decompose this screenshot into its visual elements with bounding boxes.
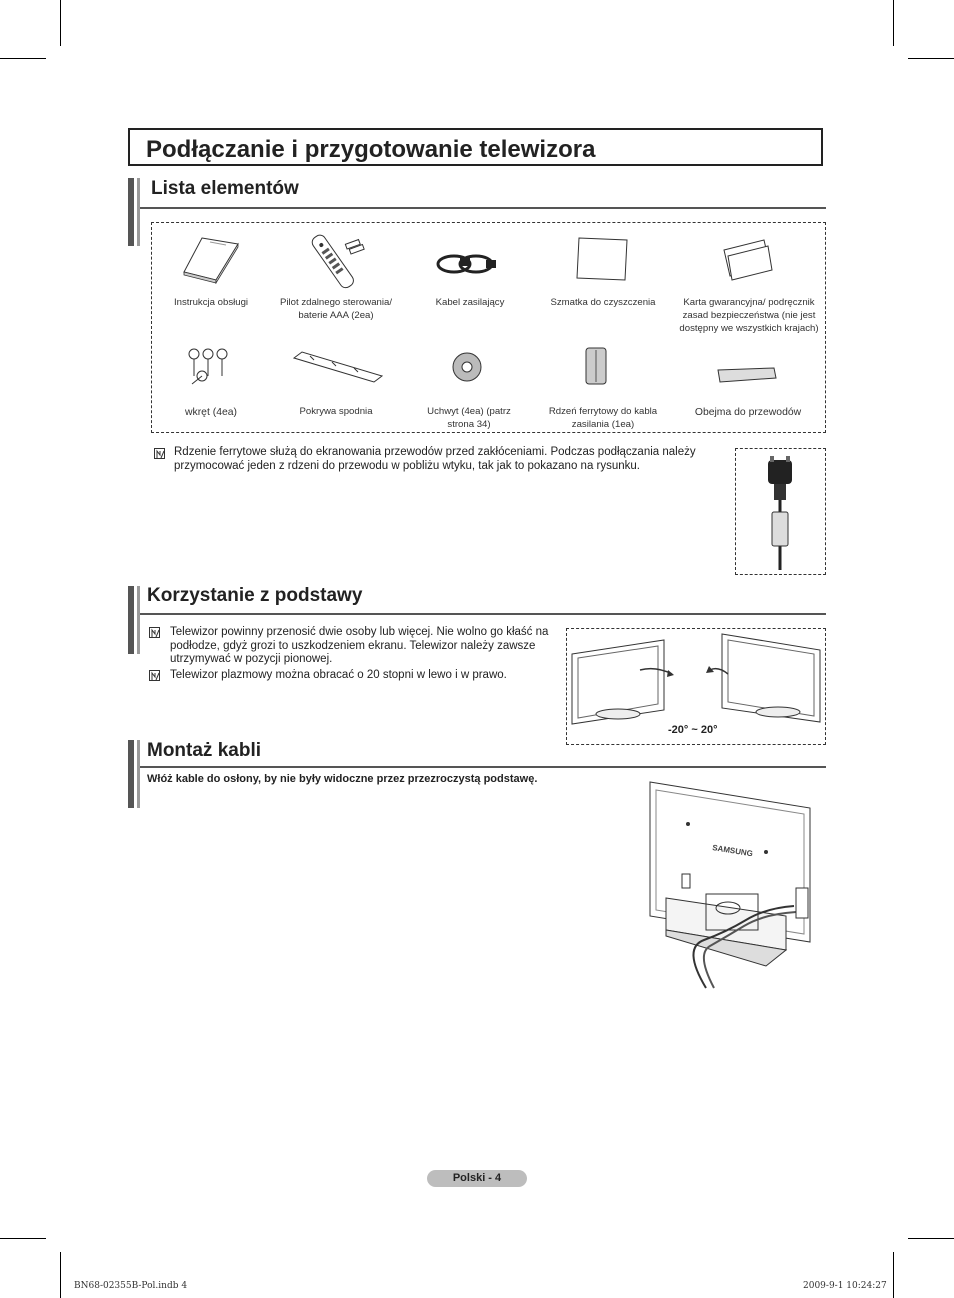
crop-mark — [0, 1238, 46, 1239]
crop-mark — [893, 0, 894, 46]
crop-mark — [893, 1252, 894, 1298]
note-icon — [154, 448, 165, 459]
section-bar — [137, 178, 140, 246]
crop-mark — [60, 1252, 61, 1298]
ferrite-core-icon — [582, 346, 610, 388]
holder-ring-icon — [450, 350, 484, 384]
section-underline — [140, 207, 826, 209]
tv-back-cable-icon — [646, 780, 822, 990]
ferrite-note: Rdzenie ferrytowe służą do ekranowania przewodów przed zakłóceniami. Podczas podłączania należy przymocować jeden z rdzeni do przewodu w pobliżu wtyku, tak jak to pokazano na rysunku. — [174, 446, 696, 472]
note-icon — [149, 670, 160, 681]
cable-tie-icon — [716, 364, 778, 386]
file-name: BN68-02355B-Pol.indb 4 — [74, 1281, 188, 1291]
section-heading-cables: Montaż kabli — [147, 740, 262, 761]
page-number-pill: Polski - 4 — [427, 1170, 527, 1187]
component-label: Kabel zasilający — [435, 297, 505, 308]
tv-rotation-icon — [568, 630, 824, 726]
component-label: Instrukcja obsługi — [173, 297, 249, 308]
section-bar — [137, 740, 140, 808]
section-bar — [137, 586, 140, 654]
section-bar — [128, 740, 134, 808]
power-cable-icon — [432, 248, 502, 280]
section-underline — [140, 766, 826, 768]
section-underline — [140, 613, 826, 615]
section-bar — [128, 586, 134, 654]
bottom-cover-icon — [292, 348, 384, 386]
component-label: Szmatka do czyszczenia — [550, 297, 656, 308]
crop-mark — [908, 58, 954, 59]
cleaning-cloth-icon — [573, 236, 633, 284]
crop-mark — [60, 0, 61, 46]
section-bar — [128, 178, 134, 246]
crop-mark — [908, 1238, 954, 1239]
stand-note-2: Telewizor plazmowy można obracać o 20 stopni w lewo i w prawo. — [170, 669, 507, 681]
crop-mark — [0, 58, 46, 59]
note-icon — [149, 627, 160, 638]
component-label: Obejma do przewodów — [694, 407, 802, 418]
component-label: Rdzeń ferrytowy do kabla zasilania (1ea) — [548, 406, 658, 430]
manual-icon — [180, 234, 242, 284]
brand-logo: SAMSUNG — [711, 843, 754, 859]
rotation-label: -20° ~ 20° — [668, 724, 718, 736]
component-label: Pilot zdalnego sterowania/ baterie AAA (2ea) — [280, 297, 392, 321]
page-title-box — [128, 128, 823, 166]
plug-with-ferrite-icon — [740, 452, 820, 572]
section-heading-stand: Korzystanie z podstawy — [147, 585, 363, 606]
stand-note-1: Telewizor powinny przenosić dwie osoby lub więcej. Nie wolno go kłaść na podłodze, gdyż grozi to uszkodzeniem ekranu. Telewizor należy zawsze utrzymywać w pozycji pionowej. — [170, 626, 549, 665]
component-label: Karta gwarancyjna/ podręcznik zasad bezpieczeństwa (nie jest dostępny we wszystkich krajach) — [679, 297, 819, 334]
component-label: wkręt (4ea) — [185, 407, 237, 418]
screws-icon — [184, 346, 238, 392]
print-timestamp: 2009-9-1 10:24:27 — [803, 1281, 887, 1291]
component-label: Pokrywa spodnia — [299, 406, 373, 417]
remote-control-icon — [306, 232, 374, 290]
page-title: Podłączanie i przygotowanie telewizora — [146, 136, 596, 163]
component-label: Uchwyt (4ea) (patrz strona 34) — [427, 406, 511, 430]
cables-instruction: Włóż kable do osłony, by nie były widoczne przez przezroczystą podstawę. — [147, 773, 538, 785]
warranty-card-icon — [720, 236, 776, 282]
section-heading-components: Lista elementów — [151, 178, 299, 199]
